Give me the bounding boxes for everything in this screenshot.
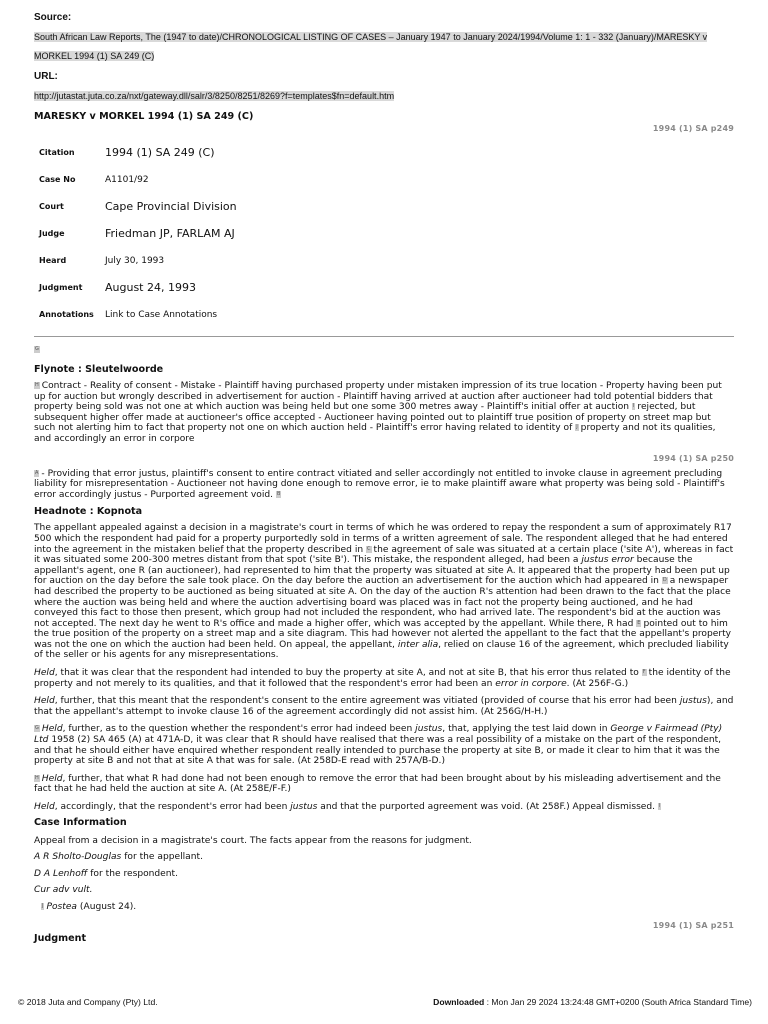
- page-marker-e: E: [637, 619, 641, 626]
- meta-row-case-no: [34, 166, 237, 193]
- meta-row-heard: [34, 247, 237, 274]
- held-paragraph-5: Held, accordingly, that the respondent's error had been justus and that the purported agreement was void. (At 258F.) Appeal dismissed. I: [34, 802, 661, 812]
- cur-adv-vult: Cur adv vult.: [34, 885, 93, 896]
- headnote-heading: Headnote : Kopnota: [34, 506, 143, 518]
- held-paragraph-4: H Held, further, that what R had done had not been enough to remove the error that had been brought about by his misleading advertisement and the fact that he had held the auction at site A. (At 258E/F-F.): [34, 773, 721, 795]
- divider: [34, 336, 734, 337]
- page-marker-i: I: [658, 803, 661, 809]
- meta-row-judgment: [34, 274, 237, 301]
- page-marker-a: A: [35, 469, 39, 476]
- page-marker-j: J: [42, 902, 44, 909]
- meta-value: Cape Provincial Division: [105, 200, 237, 213]
- headnote-paragraph: The appellant appealed against a decision in a magistrate's court in terms of which he was ordered to repay the respondent a sum of approximately R17 500 which the respondent had paid for a property purportedly sold in terms of a written agreement of sale. The respondent alleged that he had entered into the agreement in the mistaken belief that the property described in C the agreement of sale was situated at a certain place ('site A'), whereas in fact it was situated some 200-300 metres distant from that spot ('site B'). This mistake, the respondent alleged, had been a justus error because the appellant's agent, one R (an auctioneer), had represented to him that the property was situated at site A. It appeared that the property had been put up for auction on the day before the sale took place. On the day before the auction an advertisement for the auction which had appeared in D a newspaper had described the property to be auctioned as being situated at site A. On the day of the auction R's attention had been drawn to the fact that the place where the auction was being held and where the auction advertising board was placed was in fact not the property being auctioned, and he had conveyed this fact to those then present, which group had not included the respondent, who had arrived late. The respondent's bid at the auction was not accepted. The next day he went to R's office and made a higher offer, which was accepted by the appellant. While there, R had E pointed out to him the true position of the property on a street map and a site diagram. This had however not alerted the appellant to the fact that the appellant's property was not the one on which the auction had been held. On appeal, the appellant, inter alia, relied on clause 16 of the agreement, which precluded liability of the seller or his agents for any misrepresentations.: [34, 523, 734, 661]
- page-marker-g: G: [35, 346, 39, 352]
- page-ref-249: 1994 (1) SA p249: [652, 124, 734, 133]
- held-paragraph-2: Held, further, that this meant that the respondent's consent to the entire agreement was vitiated (provided of course that his error had been justus), and that the appellant's attempt to invoke clause 16 of the agreement accordingly did not assist him. (At 256G/H-H.): [34, 696, 734, 717]
- meta-value: July 30, 1993: [105, 255, 165, 266]
- meta-row-annotations: [34, 301, 237, 328]
- meta-key: Heard: [39, 256, 67, 265]
- flynote-text: H Contract - Reality of consent - Mistake - Plaintiff having purchased property under mistaken impression of its true location - Property having been put up for auction but wrongly described in advertisement for auction - Plaintiff having arrived at auction after auctioneer had told potential bidders that property being sold was not one at which auction was being held but one some 300 metres away - Plaintiff's initial offer at auction I rejected, but subsequent higher offer made at auctioneer's office accepted - Auctioneer having pointed out to plaintiff true position of property on street map but such not alerting him to fact that property not one on which auction held - Plaintiff's error having related to identity of J property and not its qualities, and accordingly an error in corpore: [34, 381, 722, 444]
- page-marker-g: G: [35, 725, 39, 732]
- page-ref-250: 1994 (1) SA p250: [652, 453, 734, 463]
- page-marker-b: B: [276, 490, 281, 497]
- meta-key: Judge: [39, 229, 65, 238]
- page-marker-j: J: [576, 424, 578, 431]
- meta-row-citation: [34, 139, 237, 166]
- meta-value: Friedman JP, FARLAM AJ: [105, 227, 235, 240]
- document-page: [34, 12, 734, 944]
- copyright-text: © 2018 Juta and Company (Pty) Ltd.: [18, 997, 158, 1007]
- source-label: Source:: [34, 12, 72, 23]
- source-path: South African Law Reports, The (1947 to date)/CHRONOLOGICAL LISTING OF CASES – January 1947 to January 2024/1994/Volume 1: 1 - 332 (January)/MARESKY v MORKEL 1994 (1) SA 249 (C): [34, 32, 708, 61]
- page-footer: [18, 997, 752, 1007]
- held-paragraph-3: G Held, further, as to the question whether the respondent's error had indeed been justus, that, applying the test laid down in George v Fairmead (Pty) Ltd 1958 (2) SA 465 (A) at 471A-D, it was clear that R should have realised that there was a real possibility of a mistake on the part of the respondent, and that he should either have enquired whether respondent really intended to purchase the property at site B, or made it clear to him that it was the property at site B and not that at site A that was for sale. (At 258D-E read with 257A/B-D.): [34, 724, 723, 767]
- flynote-heading: Flynote : Sleutelwoorde: [34, 364, 164, 375]
- page-marker-f: F: [642, 669, 646, 676]
- download-info: [433, 997, 752, 1007]
- meta-key: Annotations: [39, 310, 94, 319]
- downloaded-value: : Mon Jan 29 2024 13:24:48 GMT+0200 (South Africa Standard Time): [486, 997, 752, 1007]
- postea: J Postea (August 24).: [42, 901, 137, 912]
- meta-row-judge: [34, 220, 237, 247]
- meta-value: August 24, 1993: [105, 281, 196, 294]
- page-marker-h: H: [35, 382, 39, 388]
- page-marker-c: C: [367, 545, 371, 552]
- held-paragraph-1: Held, that it was clear that the respondent had intended to buy the property at site A, and not at site B, that his error thus related to F the identity of the property and not merely to its qualities, and that it followed that the respondent's error had been an error in corpore. (At 256F-G.): [34, 668, 731, 689]
- meta-value: 1994 (1) SA 249 (C): [105, 146, 215, 159]
- case-information-heading: Case Information: [34, 816, 127, 828]
- meta-key: Case No: [39, 175, 76, 184]
- judgment-heading: Judgment: [34, 932, 87, 944]
- counsel-respondent: D A Lenhoff for the respondent.: [34, 868, 179, 879]
- counsel-appellant: A R Sholto-Douglas for the appellant.: [34, 852, 203, 863]
- page-marker-d: D: [662, 577, 667, 584]
- meta-row-court: [34, 193, 237, 220]
- case-metadata-table: [34, 139, 237, 328]
- meta-key: Citation: [39, 148, 75, 157]
- url-label: URL:: [34, 71, 58, 82]
- case-title: MARESKY v MORKEL 1994 (1) SA 249 (C): [34, 111, 254, 122]
- case-info-line: Appeal from a decision in a magistrate's court. The facts appear from the reasons for judgment.: [34, 835, 472, 846]
- meta-key: Court: [39, 202, 64, 211]
- annotations-link[interactable]: Link to Case Annotations: [105, 309, 218, 320]
- page-marker-i: I: [632, 403, 635, 410]
- page-ref-251: 1994 (1) SA p251: [652, 920, 734, 930]
- downloaded-label: Downloaded: [433, 997, 485, 1007]
- flynote-continuation: A - Providing that error justus, plaintiff's consent to entire contract vitiated and seller accordingly not entitled to invoke clause in agreement precluding liability for misrepresentation - Auctioneer not having done enough to remove error, ie to make plaintiff aware what property was being sold - Plaintiff's error accordingly justus - Purported agreement void. B: [34, 468, 725, 500]
- url-link[interactable]: http://jutastat.juta.co.za/nxt/gateway.dll/salr/3/8250/8251/8269?f=templates$fn=default.htm: [34, 91, 395, 101]
- page-marker-h: H: [35, 774, 39, 781]
- meta-key: Judgment: [39, 283, 83, 292]
- meta-value: A1101/92: [105, 174, 149, 185]
